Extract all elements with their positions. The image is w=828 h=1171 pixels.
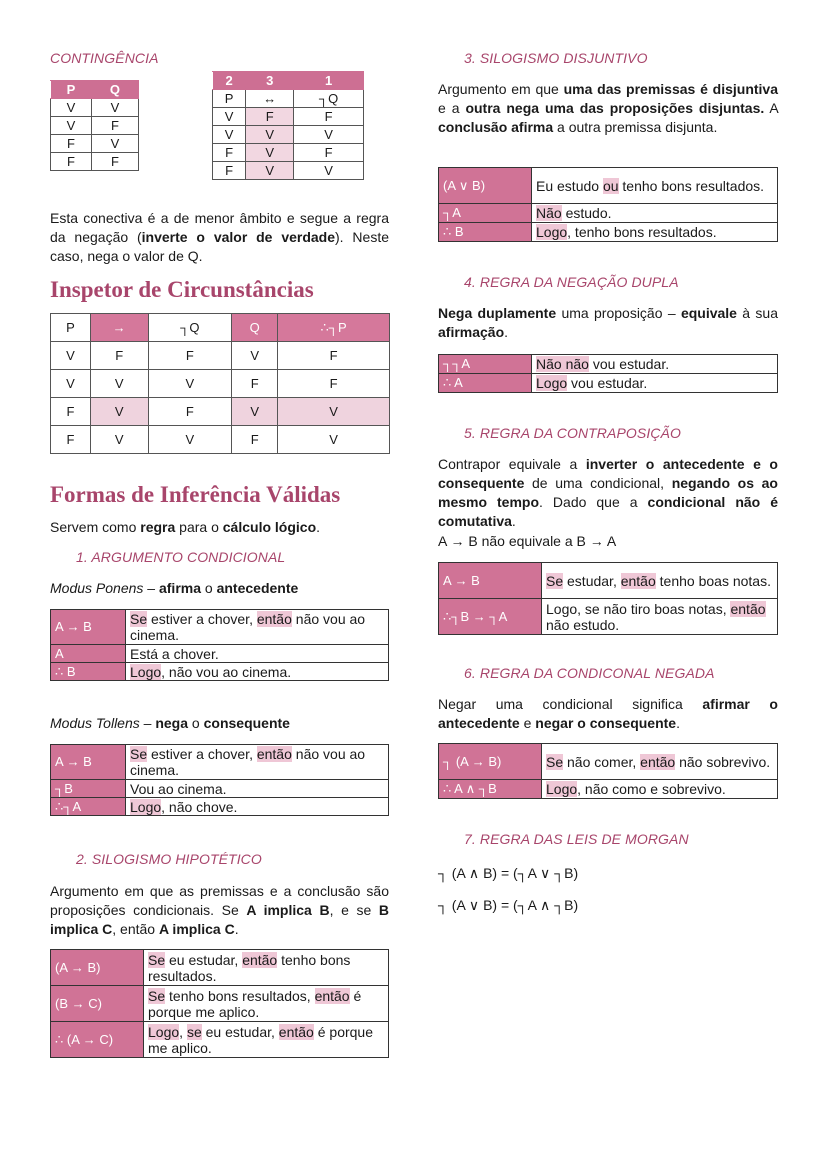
section-6-text: Negar uma condicional significa afirmar o antecedente e negar o consequente. xyxy=(438,696,778,731)
cell: F xyxy=(294,144,364,162)
cell: F xyxy=(232,370,278,398)
header-cell: ∴┐P xyxy=(278,314,390,342)
premise-text: Está a chover. xyxy=(126,645,389,663)
premise-text: Se não comer, então não sobrevivo. xyxy=(542,744,778,780)
silogismo-disjuntivo-table xyxy=(438,167,778,242)
conclusion-text: Logo, não vou ao cinema. xyxy=(126,663,389,681)
conclusion-text: Logo, tenho bons resultados. xyxy=(532,223,778,242)
header-cell: → xyxy=(90,314,148,342)
conclusion-label: ∴ A ∧ ┐B xyxy=(439,780,542,799)
header-cell: ┐Q xyxy=(148,314,232,342)
column-number: 3 xyxy=(246,72,294,90)
section-6-heading: 6. REGRA DA CONDICONAL NEGADA xyxy=(464,665,715,681)
premise-label: ┐┐A xyxy=(439,355,532,374)
cell: F xyxy=(213,144,246,162)
condicional-negada-table xyxy=(438,743,778,799)
cell: F xyxy=(213,162,246,180)
cell: F xyxy=(91,117,138,135)
cell: V xyxy=(213,108,246,126)
cell: V xyxy=(90,370,148,398)
premise-text: Se tenho bons resultados, então é porque me aplico. xyxy=(144,986,389,1022)
section-5-text: Contrapor equivale a inverter o antecedente e o consequente de uma condicional, negando os ao mesmo tempo. Dado que a condicional não é comutativa. xyxy=(438,456,778,529)
cell: F xyxy=(51,398,91,426)
morgan-law-2: ┐ (A ∨ B) = (┐A ∧ ┐B) xyxy=(438,897,579,913)
header-cell: Q xyxy=(91,81,138,99)
conclusion-label: ∴ B xyxy=(51,663,126,681)
cell: V xyxy=(232,342,278,370)
conclusion-text: Logo, não chove. xyxy=(126,798,389,816)
cell: V xyxy=(91,135,138,153)
cell: F xyxy=(294,108,364,126)
header-cell: ↔ xyxy=(246,90,294,108)
premise-label: A → B xyxy=(51,610,126,645)
section-7-heading: 7. REGRA DAS LEIS DE MORGAN xyxy=(464,831,689,847)
header-cell: ┐Q xyxy=(294,90,364,108)
premise-text: Não não vou estudar. xyxy=(532,355,778,374)
formas-title: Formas de Inferência Válidas xyxy=(50,482,341,507)
cell: V xyxy=(213,126,246,144)
cell: F xyxy=(51,426,91,454)
section-2-text: Argumento em que as premissas e a conclusão são proposições condicionais. Se A implica B, e se B implica C, então A implica C. xyxy=(50,883,389,937)
cell: V xyxy=(90,398,148,426)
conclusion-text: Logo vou estudar. xyxy=(532,374,778,393)
cell: V xyxy=(51,342,91,370)
cell: V xyxy=(246,144,294,162)
cell: V xyxy=(148,370,232,398)
column-number: 2 xyxy=(213,72,246,90)
premise-label: ┐A xyxy=(439,204,532,223)
header-cell: P xyxy=(51,81,92,99)
premise-label: ┐ (A → B) xyxy=(439,744,542,780)
header-cell: P xyxy=(213,90,246,108)
premise-label: A xyxy=(51,645,126,663)
cell: V xyxy=(91,99,138,117)
cell: V xyxy=(294,126,364,144)
cell: V xyxy=(148,426,232,454)
section-5-note: A → B não equivale a B → A xyxy=(438,533,617,549)
inspetor-title: Inspetor de Circunstâncias xyxy=(50,277,314,302)
cell: V xyxy=(246,126,294,144)
conclusion-label: ∴ (A → C) xyxy=(51,1022,144,1058)
section-5-heading: 5. REGRA DA CONTRAPOSIÇÃO xyxy=(464,425,681,441)
contraposicao-table xyxy=(438,562,778,635)
contingencia-table-pq xyxy=(50,80,139,171)
conclusion-label: ∴ B xyxy=(439,223,532,242)
section-2-heading: 2. SILOGISMO HIPOTÉTICO xyxy=(76,851,262,867)
cell: V xyxy=(232,398,278,426)
header-cell: Q xyxy=(232,314,278,342)
silogismo-hipotetico-table xyxy=(50,949,389,1058)
cell: F xyxy=(90,342,148,370)
conclusion-label: ∴ A xyxy=(439,374,532,393)
formas-intro: Servem como regra para o cálculo lógico. xyxy=(50,519,321,535)
section-4-heading: 4. REGRA DA NEGAÇÃO DUPLA xyxy=(464,274,679,290)
section-1-heading: 1. ARGUMENTO CONDICIONAL xyxy=(76,549,286,565)
modus-ponens-label: Modus Ponens – afirma o antecedente xyxy=(50,580,299,596)
cell: V xyxy=(90,426,148,454)
cell: V xyxy=(278,398,390,426)
cell: F xyxy=(51,135,92,153)
header-cell: P xyxy=(51,314,91,342)
contingencia-text: Esta conectiva é a de menor âmbito e segue a regra da negação (inverte o valor de verdade). Neste caso, nega o valor de Q. xyxy=(50,210,389,264)
cell: F xyxy=(51,153,92,171)
cell: V xyxy=(246,162,294,180)
premise-text: Eu estudo ou tenho bons resultados. xyxy=(532,168,778,204)
cell: V xyxy=(294,162,364,180)
section-3-text: Argumento em que uma das premissas é disjuntiva e a outra nega uma das proposições disjuntas. A conclusão afirma a outra premissa disjunta. xyxy=(438,81,778,135)
premise-label: (A → B) xyxy=(51,950,144,986)
cell: F xyxy=(148,398,232,426)
premise-label: A → B xyxy=(439,563,542,599)
premise-label: (A ∨ B) xyxy=(439,168,532,204)
cell: V xyxy=(51,99,92,117)
premise-label: ┐B xyxy=(51,780,126,798)
premise-text: Não estudo. xyxy=(532,204,778,223)
modus-tollens-table xyxy=(50,744,389,816)
cell: F xyxy=(91,153,138,171)
contingencia-table-bicond xyxy=(212,71,364,180)
premise-text: Se estiver a chover, então não vou ao cinema. xyxy=(126,610,389,645)
section-4-text: Nega duplamente uma proposição – equivale à sua afirmação. xyxy=(438,305,778,340)
cell: V xyxy=(278,426,390,454)
conclusion-label: ∴┐A xyxy=(51,798,126,816)
conclusion-label: ∴┐B → ┐A xyxy=(439,599,542,635)
conclusion-text: Logo, se não tiro boas notas, então não estudo. xyxy=(542,599,778,635)
cell: F xyxy=(246,108,294,126)
modus-ponens-table xyxy=(50,609,389,681)
cell: F xyxy=(278,342,390,370)
premise-text: Vou ao cinema. xyxy=(126,780,389,798)
column-number: 1 xyxy=(294,72,364,90)
modus-tollens-label: Modus Tollens – nega o consequente xyxy=(50,715,290,731)
conclusion-text: Logo, não como e sobrevivo. xyxy=(542,780,778,799)
contingencia-heading: CONTINGÊNCIA xyxy=(50,50,159,66)
premise-label: (B → C) xyxy=(51,986,144,1022)
morgan-law-1: ┐ (A ∧ B) = (┐A ∨ ┐B) xyxy=(438,865,579,881)
premise-text: Se estudar, então tenho boas notas. xyxy=(542,563,778,599)
premise-text: Se eu estudar, então tenho bons resultados. xyxy=(144,950,389,986)
negacao-dupla-table xyxy=(438,354,778,393)
inspetor-table xyxy=(50,313,390,454)
cell: V xyxy=(51,370,91,398)
cell: F xyxy=(148,342,232,370)
conclusion-text: Logo, se eu estudar, então é porque me aplico. xyxy=(144,1022,389,1058)
cell: V xyxy=(51,117,92,135)
section-3-heading: 3. SILOGISMO DISJUNTIVO xyxy=(464,50,648,66)
cell: F xyxy=(278,370,390,398)
premise-text: Se estiver a chover, então não vou ao cinema. xyxy=(126,745,389,780)
cell: F xyxy=(232,426,278,454)
premise-label: A → B xyxy=(51,745,126,780)
